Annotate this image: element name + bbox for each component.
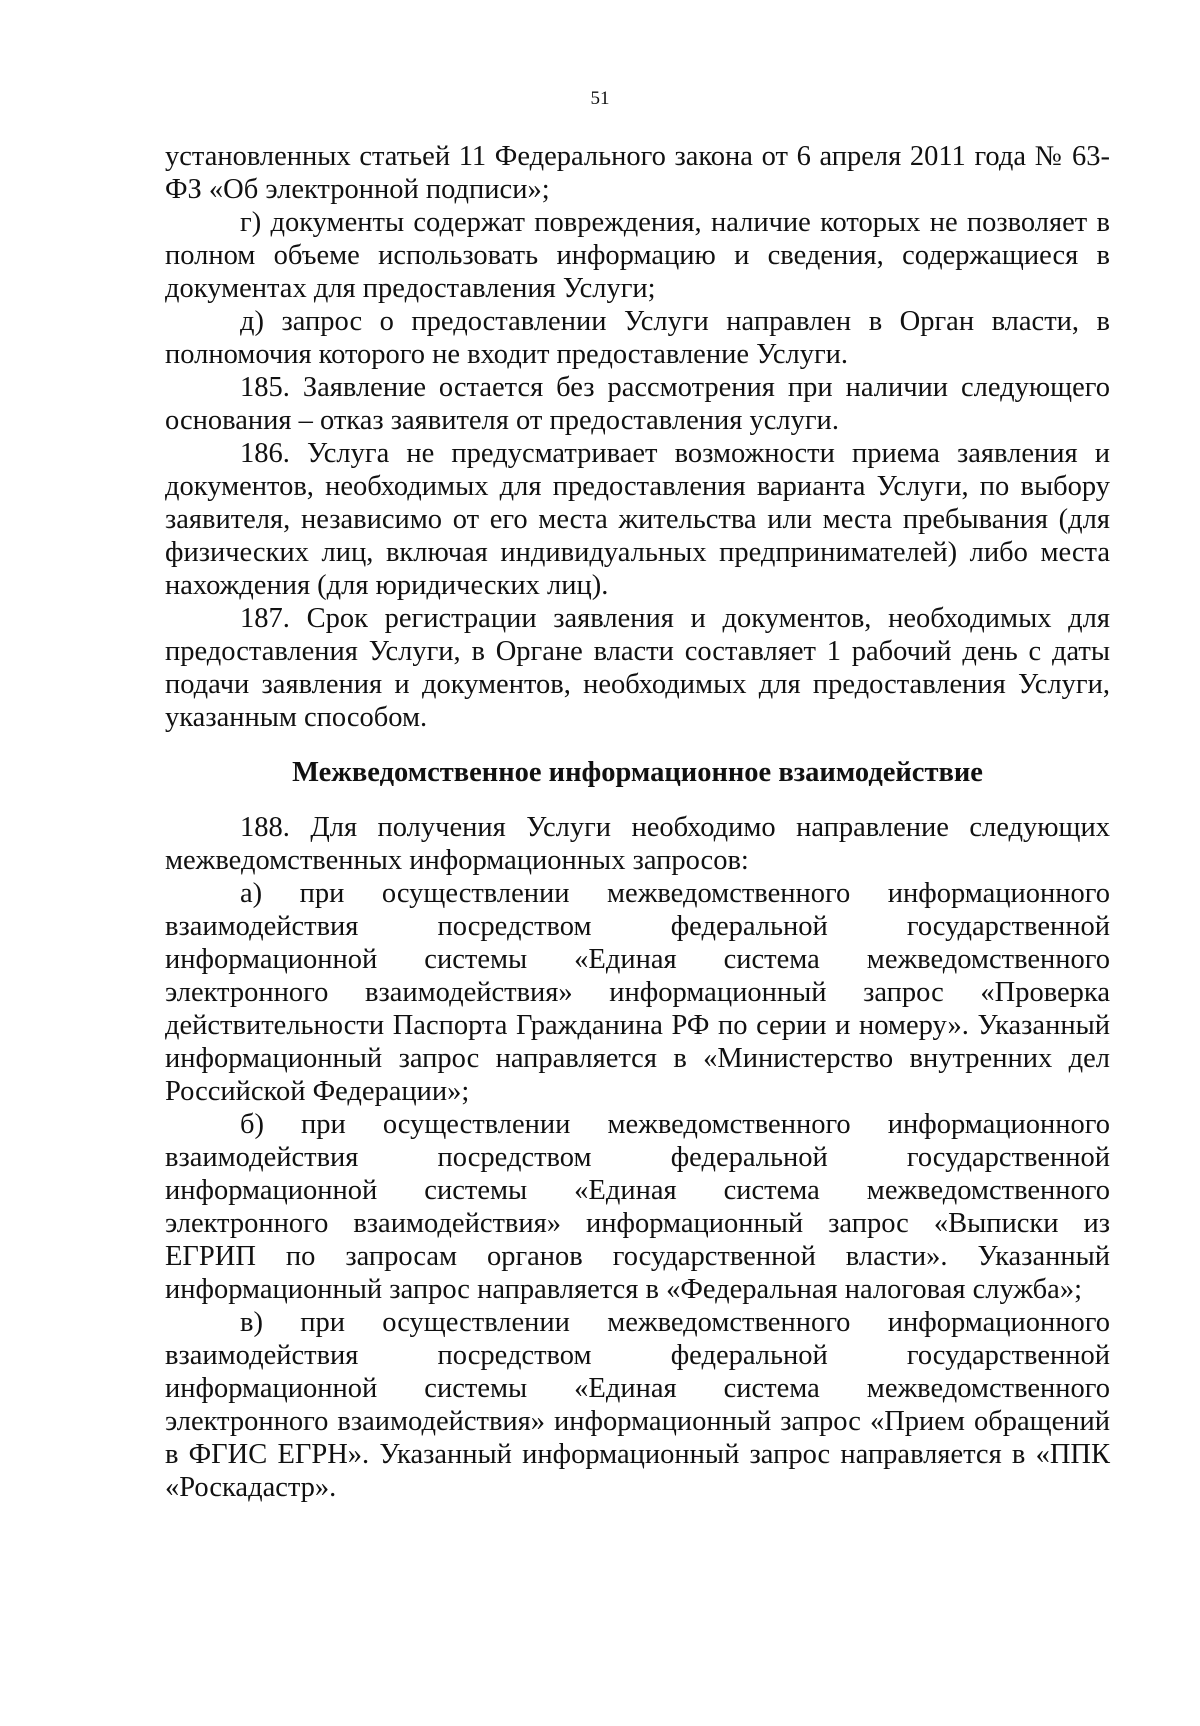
paragraph-187: 187. Срок регистрации заявления и документов, необходимых для предоставления Услуги, в Органе власти составляет 1 рабочий день с даты подачи заявления и документов, необходимых для предоставления Услуги, указанным способом. xyxy=(165,603,1110,733)
document-body xyxy=(165,140,1110,1504)
paragraph-item-d: д) запрос о предоставлении Услуги направлен в Орган власти, в полномочия которого не входит предоставление Услуги. xyxy=(165,306,1110,370)
page-number: 51 xyxy=(590,88,610,109)
paragraph-continuation: установленных статьей 11 Федерального закона от 6 апреля 2011 года № 63-ФЗ «Об электронной подписи»; xyxy=(165,141,1110,205)
paragraph-185: 185. Заявление остается без рассмотрения при наличии следующего основания – отказ заявителя от предоставления услуги. xyxy=(165,372,1110,436)
paragraph-186: 186. Услуга не предусматривает возможности приема заявления и документов, необходимых для предоставления варианта Услуги, по выбору заявителя, независимо от его места жительства или места пребывания (для физических лиц, включая индивидуальных предпринимателей) либо места нахождения (для юридических лиц). xyxy=(165,438,1110,601)
paragraph-item-b: б) при осуществлении межведомственного информационного взаимодействия посредством федеральной государственной информационной системы «Единая система межведомственного электронного взаимодействия» информационный запрос «Выписки из ЕГРИП по запросам органов государственной власти». Указанный информационный запрос направляется в «Федеральная налоговая служба»; xyxy=(165,1109,1110,1305)
paragraph-item-v: в) при осуществлении межведомственного информационного взаимодействия посредством федеральной государственной информационной системы «Единая система межведомственного электронного взаимодействия» информационный запрос «Прием обращений в ФГИС ЕГРН». Указанный информационный запрос направляется в «ППК «Роскадастр». xyxy=(165,1307,1110,1503)
paragraph-item-a: а) при осуществлении межведомственного информационного взаимодействия посредством федеральной государственной информационной системы «Единая система межведомственного электронного взаимодействия» информационный запрос «Проверка действительности Паспорта Гражданина РФ по серии и номеру». Указанный информационный запрос направляется в «Министерство внутренних дел Российской Федерации»; xyxy=(165,878,1110,1107)
paragraph-188: 188. Для получения Услуги необходимо направление следующих межведомственных информационных запросов: xyxy=(165,812,1110,876)
paragraph-item-g: г) документы содержат повреждения, наличие которых не позволяет в полном объеме использовать информацию и сведения, содержащиеся в документах для предоставления Услуги; xyxy=(165,207,1110,304)
section-heading: Межведомственное информационное взаимодействие xyxy=(292,757,983,788)
